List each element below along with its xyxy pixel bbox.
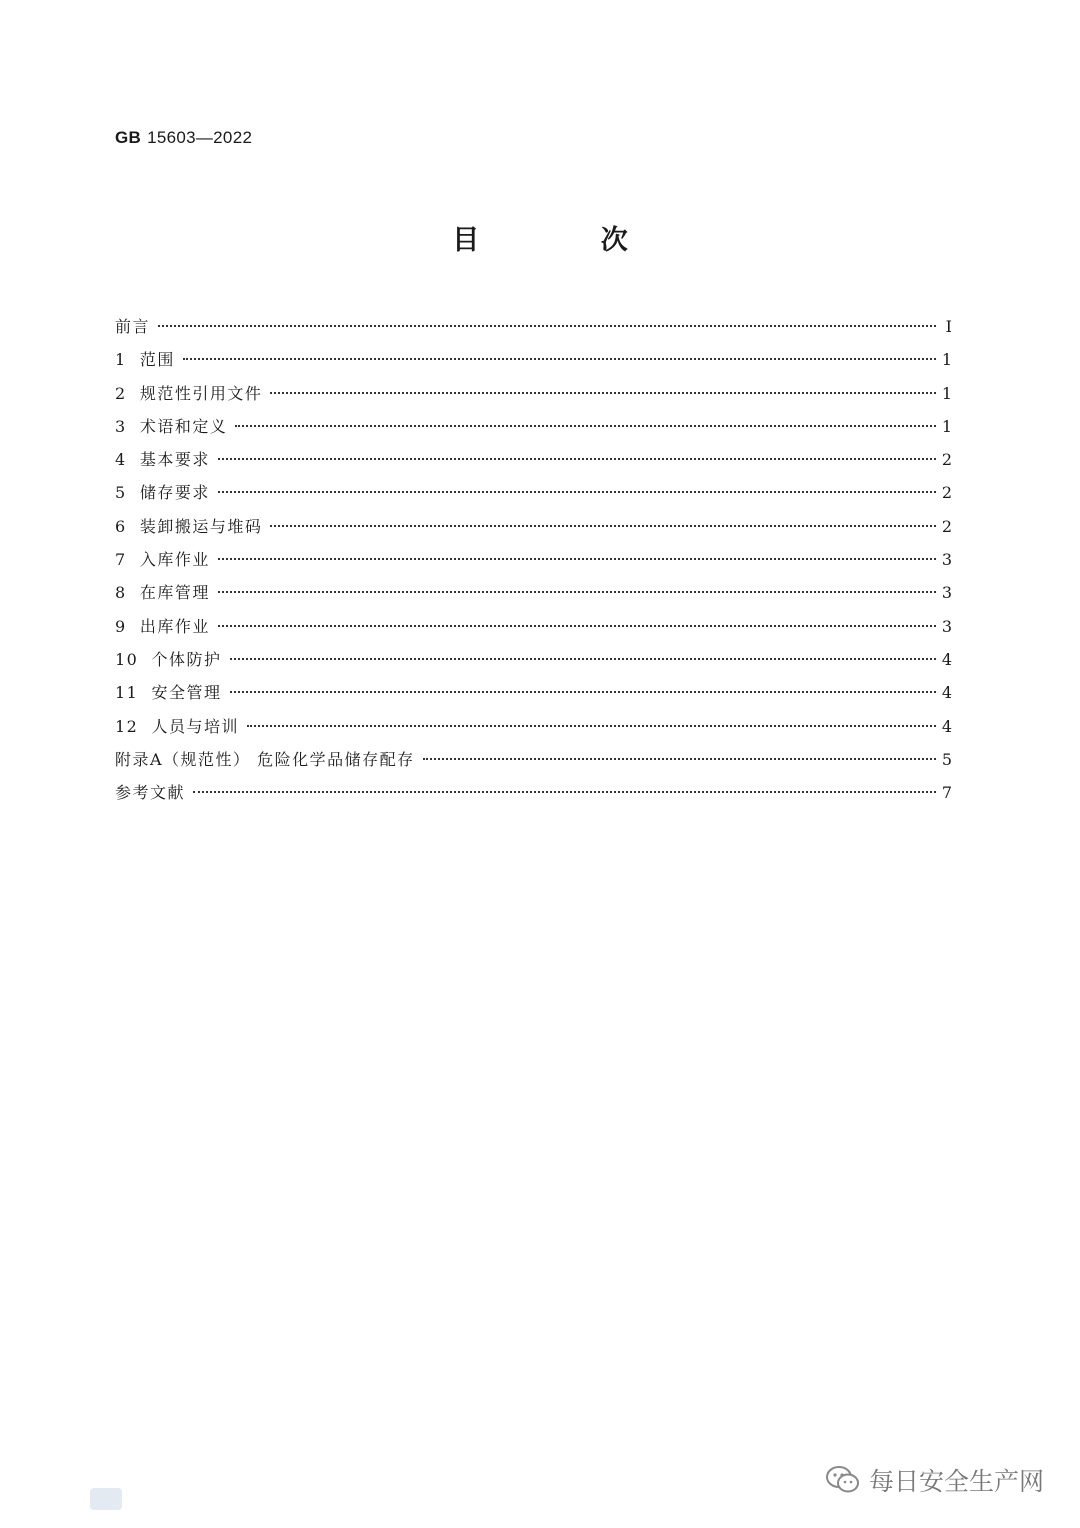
toc-entry-page: 2	[941, 450, 952, 470]
toc-entry-page: 3	[941, 550, 952, 570]
toc-entry-4[interactable]	[115, 443, 952, 476]
toc-entry-9[interactable]	[115, 610, 952, 643]
toc-entry-label: 附录A（规范性） 危险化学品储存配存	[115, 749, 415, 769]
toc-entry-6[interactable]	[115, 510, 952, 543]
standard-number: 15603—2022	[147, 128, 253, 147]
toc-entry-page: 5	[941, 749, 952, 769]
dot-leader	[247, 725, 936, 727]
toc-entry-annex-a[interactable]	[115, 743, 952, 776]
toc-entry-foreword[interactable]	[115, 310, 952, 343]
toc-entry-label: 前言	[115, 317, 151, 336]
dot-leader	[218, 591, 936, 593]
toc-entry-label: 3 术语和定义	[115, 416, 228, 436]
wechat-icon	[825, 1465, 861, 1495]
toc-entry-page: I	[945, 317, 952, 336]
toc-entry-2[interactable]	[115, 377, 952, 410]
toc-entry-label: 参考文献	[115, 783, 186, 803]
toc-entry-5[interactable]	[115, 476, 952, 509]
dot-leader	[230, 691, 936, 693]
toc-entry-page: 4	[941, 649, 952, 669]
toc-entry-label: 10 个体防护	[115, 649, 222, 669]
dot-leader	[193, 791, 936, 793]
standard-code	[115, 128, 252, 148]
toc-entry-label: 1 范围	[115, 350, 175, 370]
toc-entry-1[interactable]	[115, 343, 952, 376]
toc-entry-11[interactable]	[115, 676, 952, 709]
dot-leader	[218, 491, 936, 493]
toc-entry-label: 5 储存要求	[115, 483, 210, 503]
toc-entry-page: 4	[941, 683, 952, 703]
dot-leader	[423, 758, 936, 760]
standard-prefix: GB	[115, 128, 142, 147]
toc-entry-page: 2	[941, 516, 952, 536]
toc-entry-3[interactable]	[115, 410, 952, 443]
dot-leader	[230, 658, 936, 660]
toc-entry-page: 7	[941, 783, 952, 803]
toc-entry-page: 3	[941, 583, 952, 603]
toc-entry-7[interactable]	[115, 543, 952, 576]
dot-leader	[158, 325, 936, 327]
publisher-logo	[90, 1488, 122, 1510]
toc-entry-label: 12 人员与培训	[115, 716, 240, 736]
toc-entry-label: 7 入库作业	[115, 550, 210, 570]
dot-leader	[270, 392, 935, 394]
toc-entry-page: 3	[941, 616, 952, 636]
dot-leader	[218, 625, 936, 627]
toc-entry-page: 2	[941, 483, 952, 503]
toc-entry-label: 2 规范性引用文件	[115, 383, 263, 403]
dot-leader	[235, 425, 935, 427]
toc-entry-label: 4 基本要求	[115, 450, 210, 470]
toc-title: 目 次	[452, 225, 684, 256]
source-watermark	[825, 1462, 1044, 1498]
toc-entry-page: 4	[941, 716, 952, 736]
dot-leader	[218, 458, 936, 460]
toc-entry-page: 1	[941, 416, 952, 436]
toc-entry-page: 1	[941, 383, 952, 403]
toc-entry-label: 8 在库管理	[115, 583, 210, 603]
toc-entry-label: 9 出库作业	[115, 616, 210, 636]
toc-entry-12[interactable]	[115, 710, 952, 743]
toc-entry-label: 6 装卸搬运与堆码	[115, 516, 263, 536]
table-of-contents	[115, 310, 952, 809]
dot-leader	[270, 525, 935, 527]
toc-entry-bibliography[interactable]	[115, 776, 952, 809]
toc-entry-page: 1	[941, 350, 952, 370]
source-name: 每日安全生产网	[868, 1467, 1044, 1496]
dot-leader	[183, 358, 936, 360]
toc-entry-label: 11 安全管理	[115, 683, 222, 703]
dot-leader	[218, 558, 936, 560]
toc-entry-8[interactable]	[115, 576, 952, 609]
toc-entry-10[interactable]	[115, 643, 952, 676]
